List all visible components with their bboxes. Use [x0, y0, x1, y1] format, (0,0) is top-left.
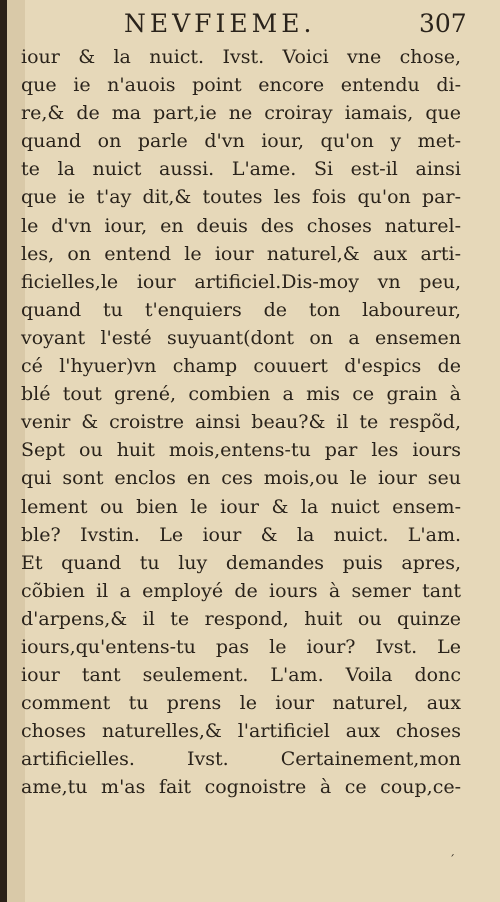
text-line: blé tout grené, combien a mis ce grain à	[21, 383, 461, 406]
text-line: Et quand tu luy demandes puis apres,	[21, 551, 461, 574]
text-line: cõbien il a employé de iours à semer tant	[21, 579, 461, 602]
text-line: iour tant seulement. L'am. Voila donc	[21, 664, 461, 687]
page-number: 307	[419, 9, 467, 38]
text-line: que ie t'ay dit,& toutes les fois qu'on par-	[21, 186, 461, 209]
text-line: choses naturelles,& l'artificiel aux choses	[21, 720, 461, 743]
running-title: NEVFIEME.	[124, 9, 316, 38]
text-line: iour & la nuict. Ivst. Voici vne chose,	[21, 46, 461, 68]
text-line: qui sont enclos en ces mois,ou le iour seu	[21, 467, 461, 490]
text-line: quand tu t'enquiers de ton laboureur,	[21, 298, 461, 321]
text-line: ble? Ivstin. Le iour & la nuict. L'am.	[21, 523, 461, 546]
text-line: ficielles,le iour artificiel.Dis-moy vn peu,	[21, 270, 461, 293]
body-text	[21, 43, 461, 802]
text-line: cé l'hyuer)vn champ couuert d'espics de	[21, 355, 461, 378]
page-header	[0, 2, 500, 44]
text-line: te la nuict aussi. L'ame. Si est-il ainsi	[21, 158, 461, 181]
text-line: que ie n'auois point encore entendu di-	[21, 74, 461, 97]
text-line: les, on entend le iour naturel,& aux arti-	[21, 242, 461, 265]
text-line: venir & croistre ainsi beau?& il te respõd,	[21, 411, 461, 434]
page-gutter	[0, 0, 7, 902]
text-line: artificielles. Ivst. Certainement,mon	[21, 748, 461, 771]
text-line: lement ou bien le iour & la nuict ensem-	[21, 495, 461, 518]
text-line: d'arpens,& il te respond, huit ou quinze	[21, 607, 461, 630]
text-line: voyant l'esté suyuant(dont on a ensemen	[21, 326, 461, 349]
text-line: le d'vn iour, en deuis des choses naturel-	[21, 214, 461, 237]
ink-speck: ˊ	[449, 853, 455, 867]
text-line: ame,tu m'as fait cognoistre à ce coup,ce-	[21, 776, 461, 799]
text-line: re,& de ma part,ie ne croiray iamais, que	[21, 102, 461, 125]
text-line: quand on parle d'vn iour, qu'on y met-	[21, 130, 461, 153]
text-line: iours,qu'entens-tu pas le iour? Ivst. Le	[21, 635, 461, 658]
text-line: Sept ou huit mois,entens-tu par les iours	[21, 439, 461, 462]
text-line: comment tu prens le iour naturel, aux	[21, 692, 461, 715]
